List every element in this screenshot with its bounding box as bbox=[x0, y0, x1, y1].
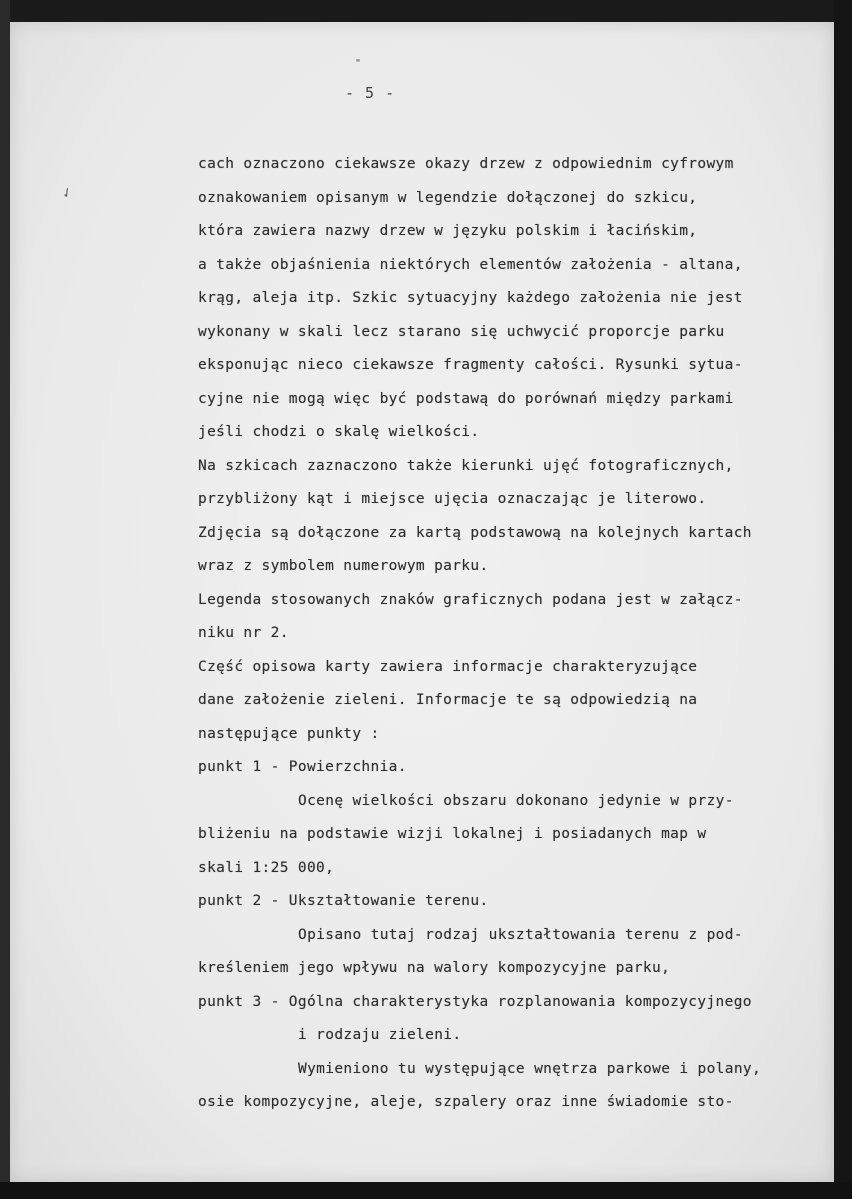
text-line: Ocenę wielkości obszaru dokonano jedynie w przy- bbox=[298, 792, 734, 809]
text-line: oznakowaniem opisanym w legendzie dołączonej do szkicu, bbox=[198, 189, 698, 206]
scan-edge-bottom bbox=[0, 1182, 852, 1199]
text-line: i rodzaju zieleni. bbox=[298, 1027, 462, 1043]
text-line: wykonany w skali lecz starano się uchwycić proporcje parku bbox=[198, 323, 725, 340]
text-line: bliżeniu na podstawie wizji lokalnej i posiadanych map w bbox=[198, 826, 707, 842]
text-line: Część opisowa karty zawiera informacje charakteryzujące bbox=[198, 658, 698, 675]
margin-tick-mark: ✓ bbox=[58, 184, 76, 203]
text-line: osie kompozycyjne, aleje, szpalery oraz inne świadomie sto- bbox=[198, 1094, 734, 1110]
text-line: punkt 1 - Powierzchnia. bbox=[198, 759, 407, 775]
text-line: punkt 2 - Ukształtowanie terenu. bbox=[198, 893, 489, 909]
text-line: wraz z symbolem numerowym parku. bbox=[198, 558, 489, 574]
text-line: punkt 3 - Ogólna charakterystyka rozplanowania kompozycyjnego bbox=[198, 993, 752, 1010]
text-line: Wymieniono tu występujące wnętrza parkowe i polany, bbox=[298, 1060, 762, 1077]
text-line: Na szkicach zaznaczono także kierunki ujęć fotograficznych, bbox=[198, 457, 734, 474]
scan-edge-left bbox=[0, 0, 10, 1199]
text-line: Zdjęcia są dołączone za kartą podstawową na kolejnych kartach bbox=[198, 524, 752, 541]
text-line: krąg, aleja itp. Szkic sytuacyjny każdego założenia nie jest bbox=[198, 290, 743, 306]
text-line: eksponując nieco ciekawsze fragmenty całości. Rysunki sytua- bbox=[198, 357, 743, 373]
text-line: Opisano tutaj rodzaj ukształtowania terenu z pod- bbox=[298, 926, 743, 943]
text-line: niku nr 2. bbox=[198, 625, 289, 641]
text-line: kreśleniem jego wpływu na walory kompozycyjne parku, bbox=[198, 960, 671, 976]
page-number: - 5 - bbox=[345, 84, 396, 102]
text-line: a także objaśnienia niektórych elementów założenia - altana, bbox=[198, 256, 743, 273]
text-line: następujące punkty : bbox=[198, 725, 380, 742]
text-line: Legenda stosowanych znaków graficznych podana jest w załącz- bbox=[198, 591, 743, 608]
text-line: dane założenie zieleni. Informacje te są odpowiedzią na bbox=[198, 692, 698, 708]
top-mark: " bbox=[355, 58, 362, 69]
text-line: jeśli chodzi o skalę wielkości. bbox=[198, 424, 480, 440]
text-line: która zawiera nazwy drzew w języku polskim i łacińskim, bbox=[198, 223, 698, 239]
text-line: skali 1:25 000, bbox=[198, 859, 335, 876]
typewritten-body bbox=[198, 148, 838, 1120]
text-line: przybliżony kąt i miejsce ujęcia oznaczając je literowo. bbox=[198, 491, 707, 507]
text-line: cach oznaczono ciekawsze okazy drzew z odpowiednim cyfrowym bbox=[198, 156, 734, 172]
text-line: cyjne nie mogą więc być podstawą do porównań między parkami bbox=[198, 390, 734, 407]
